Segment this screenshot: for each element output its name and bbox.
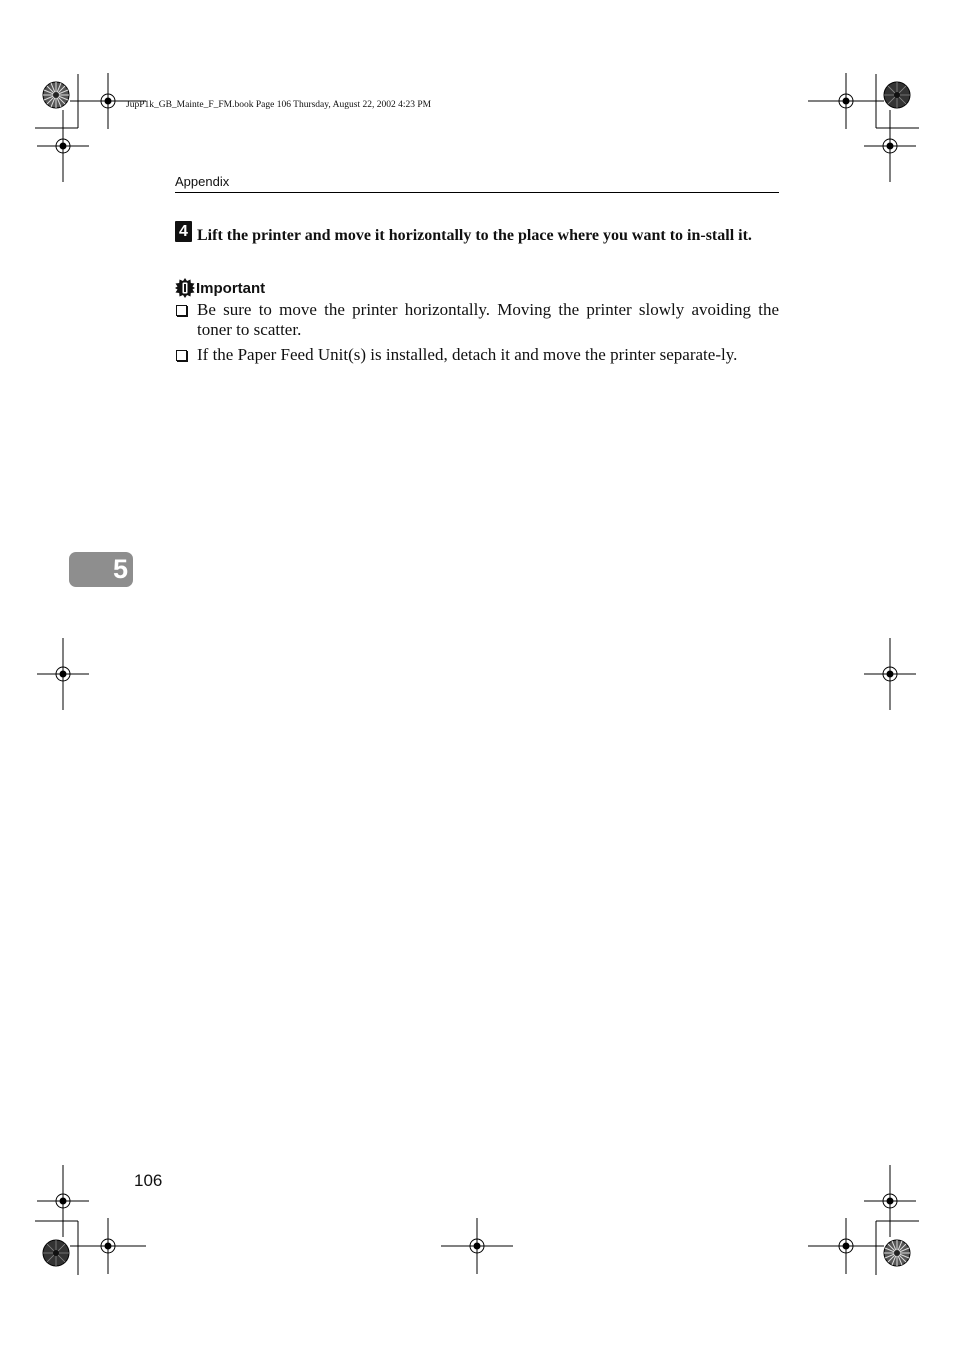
checkbox-icon	[176, 305, 187, 316]
important-notes-list	[175, 300, 779, 370]
chapter-tab: 5	[69, 552, 133, 587]
color-wheel-icon	[43, 1240, 69, 1266]
checkbox-icon	[176, 350, 187, 361]
color-wheel-icon	[884, 1240, 910, 1266]
registration-crosshair-icon	[70, 1218, 146, 1274]
registration-crosshair-icon	[808, 1218, 884, 1274]
registration-crosshair-icon	[37, 638, 89, 710]
running-header: Appendix	[175, 174, 230, 189]
note-text: If the Paper Feed Unit(s) is installed, detach it and move the printer separate-ly.	[197, 345, 738, 364]
registration-crosshair-icon	[864, 110, 916, 182]
important-label: Important	[196, 279, 266, 297]
color-wheel-icon	[43, 82, 69, 108]
step-instruction: Lift the printer and move it horizontally to the place where you want to in-stall it.	[197, 227, 752, 244]
registration-crosshair-icon	[808, 73, 884, 129]
important-icon	[175, 278, 195, 298]
registration-crosshair-icon	[37, 1165, 89, 1237]
page-number: 106	[134, 1171, 163, 1190]
step-number-badge: 4	[175, 221, 192, 242]
crop-lines	[35, 74, 919, 1275]
registration-crosshair-icon	[37, 110, 89, 182]
note-text: Be sure to move the printer horizontally. Moving the printer slowly avoiding the toner to scatter.	[197, 300, 779, 339]
registration-crosshair-icon	[864, 638, 916, 710]
color-wheel-icon	[884, 82, 910, 108]
header-rule	[175, 192, 779, 193]
registration-crosshair-icon	[441, 1218, 513, 1274]
list-item	[175, 300, 779, 340]
list-item	[175, 345, 779, 365]
registration-crosshair-icon	[864, 1165, 916, 1237]
important-heading	[175, 277, 265, 299]
print-info-line: JupP1k_GB_Mainte_F_FM.book Page 106 Thursday, August 22, 2002 4:23 PM	[126, 100, 432, 110]
